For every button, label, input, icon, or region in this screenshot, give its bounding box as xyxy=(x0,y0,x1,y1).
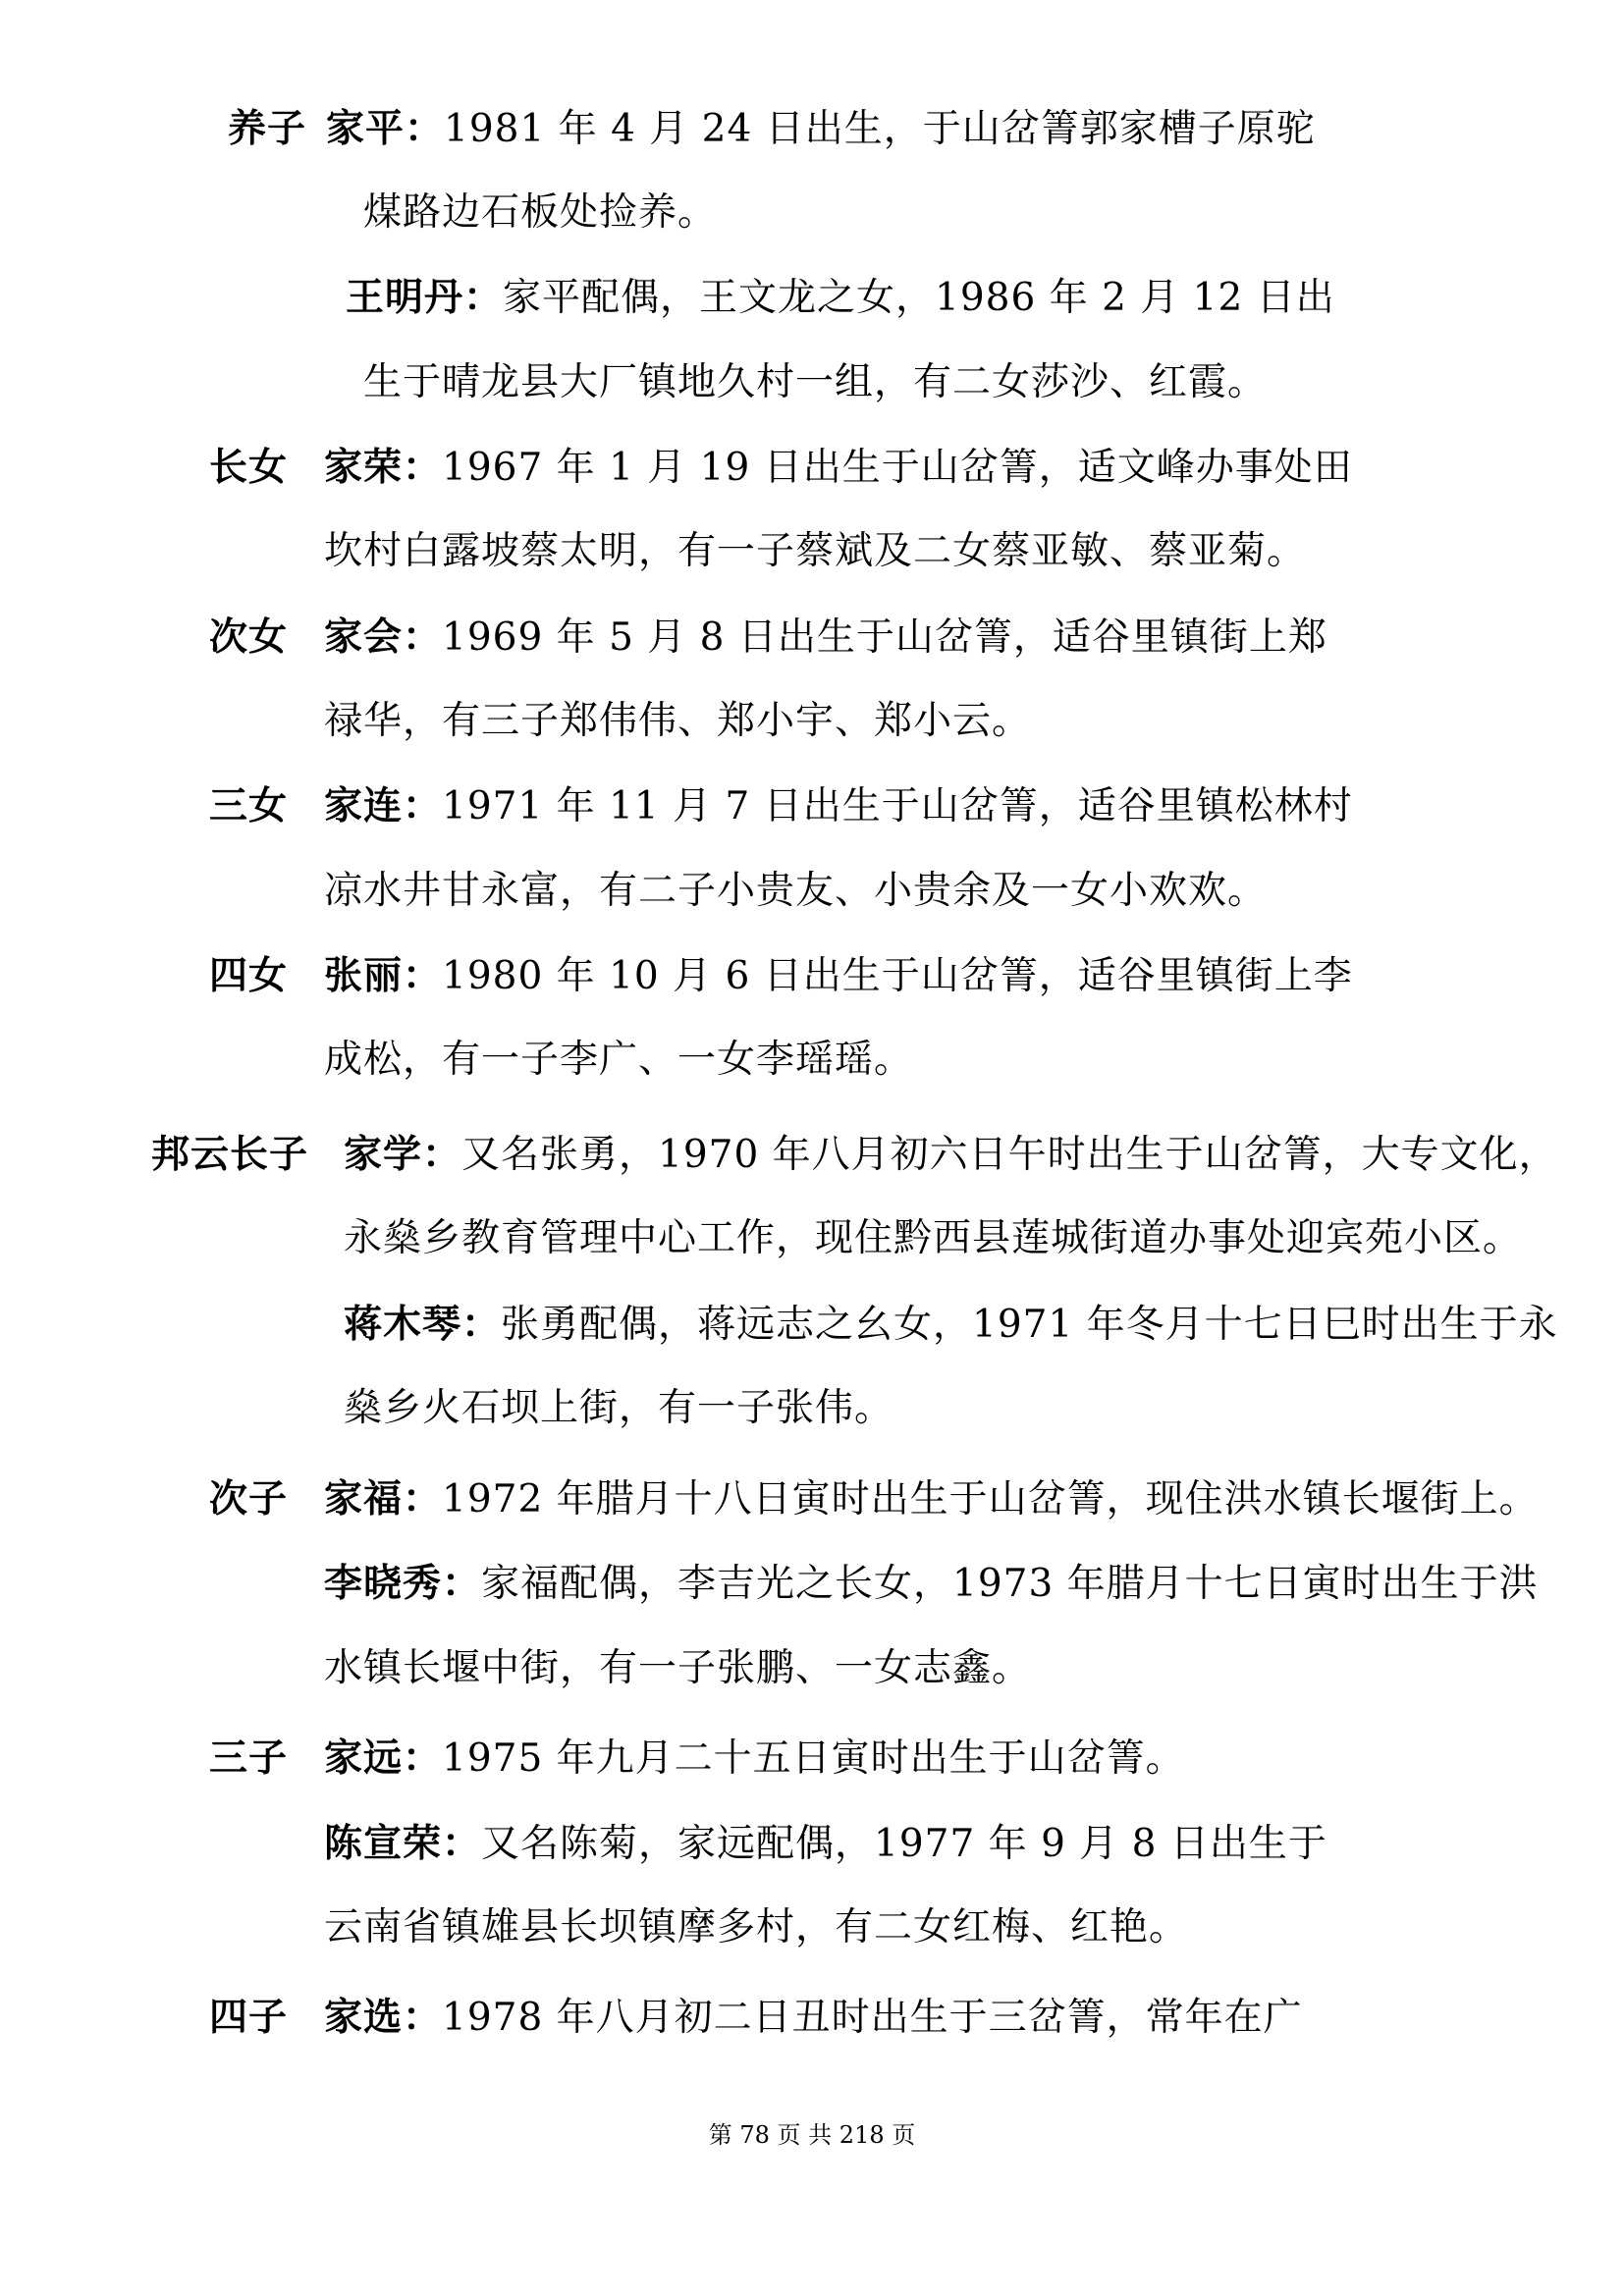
colon: ： xyxy=(463,275,504,320)
entry-text: 云南省镇雄县长坝镇摩多村，有二女红梅、红艳。 xyxy=(324,1905,1189,1949)
entry-continuation xyxy=(344,1385,893,1432)
person-name: 家会 xyxy=(324,614,404,660)
relation-label: 养子 xyxy=(228,106,307,151)
entry-line xyxy=(209,1475,1539,1523)
colon: ： xyxy=(461,1302,502,1347)
entry-text: 1978 年八月初二日丑时出生于三岔箐，常年在广 xyxy=(442,1996,1303,2040)
colon: ： xyxy=(403,1476,443,1522)
spouse-line xyxy=(346,274,1335,322)
person-name: 家连 xyxy=(324,783,404,828)
relation-label: 四子 xyxy=(209,1995,289,2040)
colon: ： xyxy=(442,1561,482,1606)
entry-text: 生于晴龙县大厂镇地久村一组，有二女莎沙、红霞。 xyxy=(363,360,1268,404)
colon: ： xyxy=(405,106,445,151)
entry-text: 1967 年 1 月 19 日出生于山岔箐，适文峰办事处田 xyxy=(442,446,1353,490)
spouse-line xyxy=(344,1301,1558,1349)
entry-continuation xyxy=(344,1215,1522,1262)
entry-text: 1980 年 10 月 6 日出生于山岔箐，适谷里镇街上李 xyxy=(442,954,1353,998)
person-name: 家选 xyxy=(324,1995,404,2040)
spouse-line xyxy=(324,1820,1327,1868)
person-name: 张丽 xyxy=(324,953,404,998)
entry-text: 张勇配偶，蒋远志之幺女，1971 年冬月十七日巳时出生于永 xyxy=(501,1303,1558,1347)
relation-label: 三女 xyxy=(209,783,289,828)
entry-text: 水镇长堰中街，有一子张鹏、一女志鑫。 xyxy=(324,1646,1032,1690)
spouse-line xyxy=(324,1560,1539,1608)
colon: ： xyxy=(403,1995,443,2040)
entry-line xyxy=(209,444,1353,492)
entry-text: 又名张勇，1970 年八月初六日午时出生于山岔箐，大专文化， xyxy=(461,1133,1558,1177)
entry-line xyxy=(209,782,1353,830)
entry-text: 燊乡火石坝上街，有一子张伟。 xyxy=(344,1386,894,1430)
entry-text: 又名陈菊，家远配偶，1977 年 9 月 8 日出生于 xyxy=(481,1822,1327,1866)
colon: ： xyxy=(422,1132,462,1177)
entry-continuation xyxy=(324,1645,1031,1692)
entry-line xyxy=(209,1735,1185,1783)
entry-text: 1972 年腊月十八日寅时出生于山岔箐，现住洪水镇长堰街上。 xyxy=(442,1477,1539,1522)
entry-line xyxy=(151,1131,1558,1179)
colon: ： xyxy=(403,1735,443,1781)
relation-label: 三子 xyxy=(209,1735,289,1781)
person-name: 家远 xyxy=(324,1735,404,1781)
entry-text: 永燊乡教育管理中心工作，现住黔西县莲城街道办事处迎宾苑小区。 xyxy=(344,1216,1523,1260)
colon: ： xyxy=(403,614,443,660)
colon: ： xyxy=(442,1821,482,1866)
entry-text: 1971 年 11 月 7 日出生于山岔箐，适谷里镇松林村 xyxy=(442,784,1353,828)
entry-text: 禄华，有三子郑伟伟、郑小宇、郑小云。 xyxy=(324,699,1032,743)
relation-label: 次子 xyxy=(209,1476,289,1522)
colon: ： xyxy=(403,783,443,828)
entry-continuation xyxy=(324,1037,913,1084)
person-name: 李晓秀 xyxy=(324,1561,443,1606)
entry-text: 家福配偶，李吉光之长女，1973 年腊月十七日寅时出生于洪 xyxy=(481,1562,1539,1606)
relation-label: 长女 xyxy=(209,445,289,490)
entry-text: 坎村白露坡蔡太明，有一子蔡斌及二女蔡亚敏、蔡亚菊。 xyxy=(324,529,1307,573)
entry-line xyxy=(228,105,1316,153)
entry-continuation xyxy=(363,189,717,237)
entry-text: 1975 年九月二十五日寅时出生于山岔箐。 xyxy=(442,1736,1185,1781)
entry-text: 凉水井甘永富，有二子小贵友、小贵余及一女小欢欢。 xyxy=(324,869,1268,913)
relation-label: 邦云长子 xyxy=(151,1132,309,1177)
entry-line xyxy=(209,614,1327,662)
entry-continuation xyxy=(324,698,1031,745)
entry-continuation xyxy=(324,1904,1188,1951)
relation-label: 四女 xyxy=(209,953,289,998)
entry-line xyxy=(209,1994,1303,2042)
entry-text: 煤路边石板处捡养。 xyxy=(363,190,718,235)
person-name: 家平 xyxy=(326,106,406,151)
entry-text: 家平配偶，王文龙之女，1986 年 2 月 12 日出 xyxy=(503,276,1335,320)
entry-text: 1969 年 5 月 8 日出生于山岔箐，适谷里镇街上郑 xyxy=(442,615,1327,660)
entry-continuation xyxy=(324,528,1306,575)
entry-continuation xyxy=(363,359,1267,406)
person-name: 家学 xyxy=(344,1132,423,1177)
person-name: 家荣 xyxy=(324,445,404,490)
colon: ： xyxy=(403,445,443,490)
person-name: 王明丹 xyxy=(346,275,464,320)
relation-label: 次女 xyxy=(209,614,289,660)
entry-text: 1981 年 4 月 24 日出生，于山岔箐郭家槽子原驼 xyxy=(444,107,1316,151)
person-name: 蒋木琴 xyxy=(344,1302,462,1347)
entry-continuation xyxy=(324,868,1267,915)
colon: ： xyxy=(403,953,443,998)
person-name: 家福 xyxy=(324,1476,404,1522)
entry-text: 成松，有一子李广、一女李瑶瑶。 xyxy=(324,1038,914,1082)
page-number: 第 78 页 共 218 页 xyxy=(708,2121,916,2149)
person-name: 陈宣荣 xyxy=(324,1821,443,1866)
entry-line xyxy=(209,952,1353,1000)
